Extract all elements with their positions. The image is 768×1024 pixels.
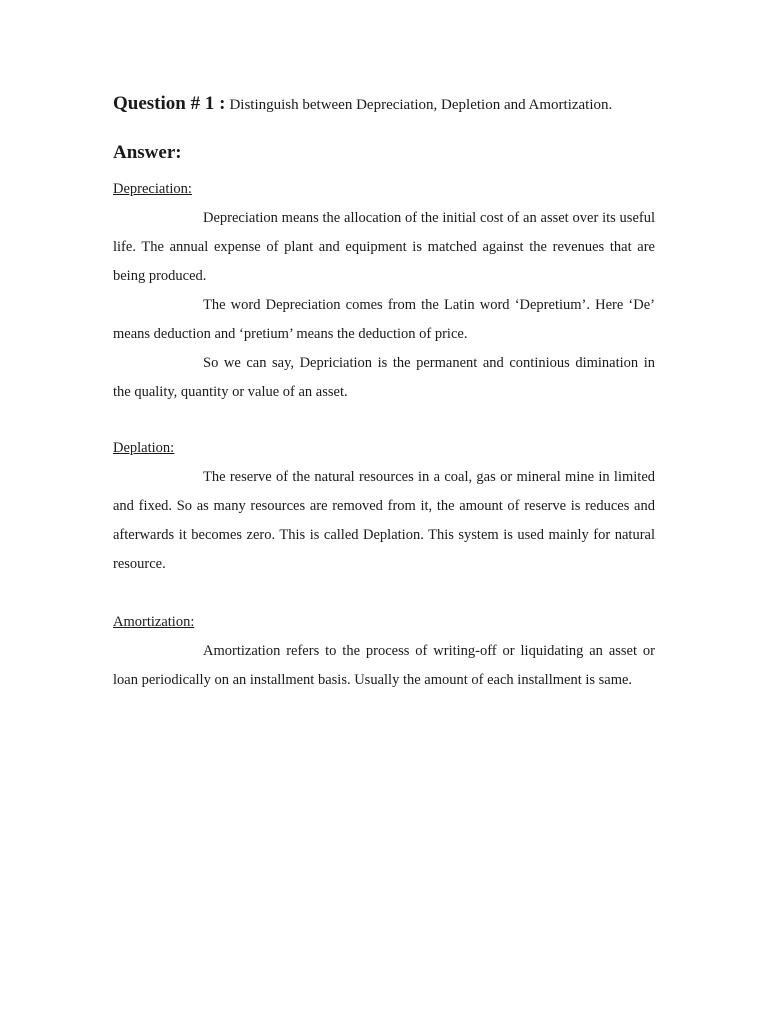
paragraph: The reserve of the natural resources in a coal, gas or mineral mine in limited and fixed. So as many resources are removed from it, the amount of reserve is reduces and afterwards it becomes zero. This is called Deplation. This system is used mainly for natural resource. [113, 469, 655, 572]
section-amortization [113, 608, 655, 695]
answer-heading: Answer: [113, 142, 182, 163]
paragraph: So we can say, Depriciation is the permanent and continious dimination in the quality, quantity or value of an asset. [113, 355, 655, 400]
question-text: Distinguish between Depreciation, Depletion and Amortization. [229, 97, 613, 113]
section-heading: Depreciation: [113, 181, 192, 197]
paragraph: Amortization refers to the process of writing-off or liquidating an asset or loan periodically on an installment basis. Usually the amount of each installment is same. [113, 643, 655, 688]
section-depletion [113, 434, 655, 579]
section-heading: Amortization: [113, 614, 195, 630]
section-heading: Deplation: [113, 440, 175, 456]
paragraph: The word Depreciation comes from the Latin word ‘Depretium’. Here ‘De’ means deduction and ‘pretium’ means the deduction of price. [113, 297, 655, 342]
question-line [113, 93, 673, 115]
section-depreciation [113, 175, 655, 407]
question-label: Question # 1 : [113, 93, 226, 114]
paragraph: Depreciation means the allocation of the initial cost of an asset over its useful life. The annual expense of plant and equipment is matched against the revenues that are being produced. [113, 210, 655, 284]
